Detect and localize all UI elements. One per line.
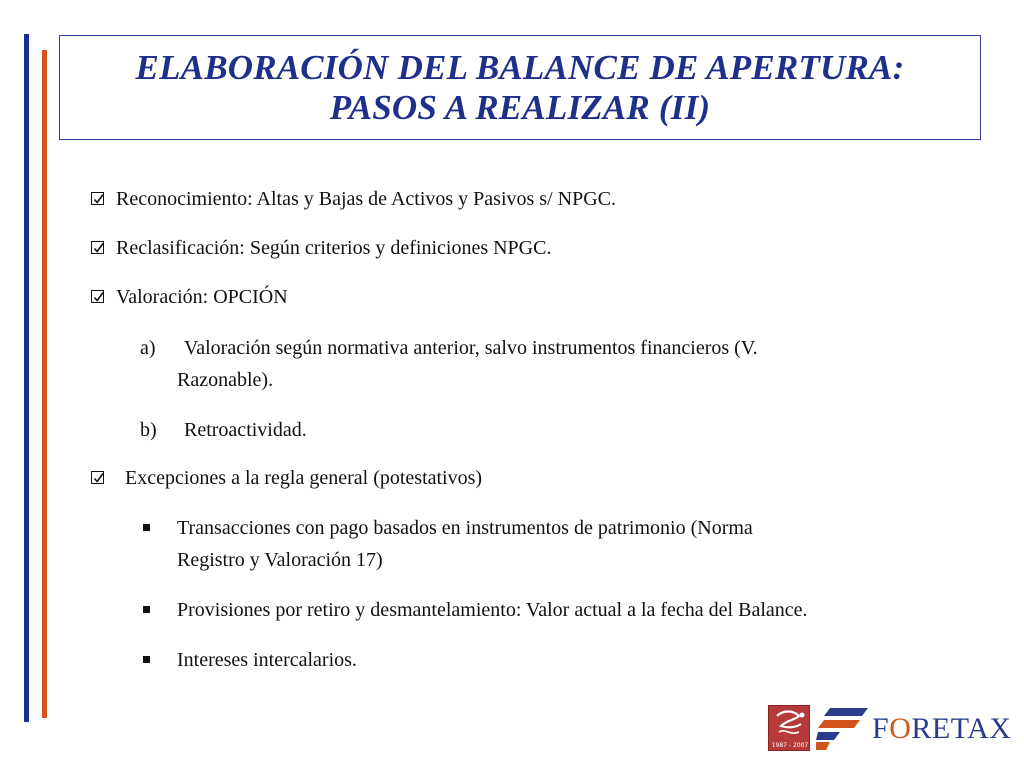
brand-part-2: O <box>889 712 912 745</box>
slide-title-box <box>59 35 981 140</box>
item-reconocimiento: Reconocimiento: Altas y Bajas de Activos y Pasivos s/ NPGC. <box>116 188 616 210</box>
sub-item-a-line-2: Razonable). <box>177 369 274 391</box>
checkbox-icon <box>91 192 104 205</box>
slide-title-line-1: ELABORACIÓN DEL BALANCE DE APERTURA: <box>135 47 905 87</box>
checkbox-icon <box>91 471 104 484</box>
item-valoracion: Valoración: OPCIÓN <box>116 286 288 308</box>
brand-part-3: RETAX <box>911 712 1012 745</box>
brand-part-1: F <box>872 712 890 745</box>
sub-item-a-line-1: Valoración según normativa anterior, salvo instrumentos financieros (V. <box>184 337 758 359</box>
foretax-stripes-icon <box>816 708 868 750</box>
checkbox-icon <box>91 241 104 254</box>
sub-item-b-marker: b) <box>140 419 157 441</box>
sub-item-b: Retroactividad. <box>184 419 307 441</box>
seal-years: 1987 - 2007 <box>771 742 809 749</box>
bullet-transacciones-line-2: Registro y Valoración 17) <box>177 549 383 571</box>
square-bullet-icon <box>143 524 150 531</box>
sub-item-a-marker: a) <box>140 337 156 359</box>
anniversary-seal-icon <box>768 705 810 751</box>
brand-name <box>872 713 1011 745</box>
slide-title-line-2: PASOS A REALIZAR (II) <box>329 87 711 127</box>
item-excepciones: Excepciones a la regla general (potestativos) <box>125 467 483 489</box>
square-bullet-icon <box>143 656 150 663</box>
bullet-intereses: Intereses intercalarios. <box>177 649 357 671</box>
foretax-logo <box>768 705 1013 753</box>
bullet-provisiones: Provisiones por retiro y desmantelamiento: Valor actual a la fecha del Balance. <box>177 599 808 621</box>
bullet-transacciones-line-1: Transacciones con pago basados en instrumentos de patrimonio (Norma <box>177 517 753 539</box>
left-orange-bar <box>42 50 47 718</box>
item-reclasificacion: Reclasificación: Según criterios y definiciones NPGC. <box>116 237 552 259</box>
left-blue-bar <box>24 34 29 722</box>
square-bullet-icon <box>143 606 150 613</box>
checkbox-icon <box>91 290 104 303</box>
